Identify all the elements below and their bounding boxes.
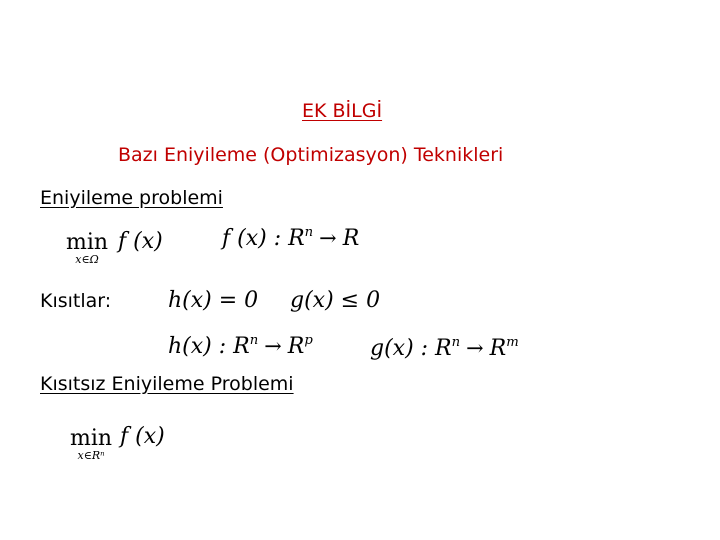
g-map-exp-n: n	[451, 334, 461, 350]
min-word: min	[66, 230, 109, 255]
g-inequality: g(x) ≤ 0	[290, 288, 381, 313]
f-mapping	[222, 226, 359, 251]
arrow-icon: →	[319, 226, 337, 250]
min-word: min	[70, 426, 113, 451]
min-subscript-omega: x∈Ω	[75, 253, 99, 266]
slide-title: EK BİLGİ	[302, 100, 383, 122]
equality-constraint	[168, 288, 258, 313]
objective-expression: f (x)	[118, 229, 163, 254]
slide-subtitle: Bazı Eniyileme (Optimizasyon) Teknikleri	[118, 144, 504, 166]
objective-expression: f (x)	[120, 424, 165, 449]
min-operator-rn	[70, 428, 112, 462]
objective-function	[118, 229, 163, 254]
min-subscript-rn: x∈Rⁿ	[77, 449, 105, 462]
h-map-rhs: R	[287, 334, 305, 359]
g-map-exp-m: m	[506, 334, 519, 350]
f-map-lhs: f (x) : R	[222, 226, 305, 251]
g-map-rhs: R	[489, 336, 507, 361]
f-map-exp-n: n	[304, 224, 314, 240]
h-map-lhs: h(x) : R	[168, 334, 250, 359]
unconstrained-objective	[120, 424, 165, 449]
inequality-constraint	[290, 288, 380, 313]
g-mapping	[370, 336, 519, 361]
constraints-label: Kısıtlar:	[40, 290, 112, 312]
heading-unconstrained-problem: Kısıtsız Eniyileme Problemi	[40, 373, 294, 395]
f-map-rhs: R	[342, 226, 360, 251]
h-equation: h(x) = 0	[168, 288, 259, 313]
arrow-icon: →	[466, 336, 484, 360]
arrow-icon: →	[264, 334, 282, 358]
g-map-lhs: g(x) : R	[370, 336, 452, 361]
min-operator-omega	[66, 232, 108, 266]
h-mapping	[168, 334, 313, 359]
h-map-exp-p: p	[304, 332, 313, 348]
h-map-exp-n: n	[249, 332, 259, 348]
heading-optimization-problem: Eniyileme problemi	[40, 187, 223, 209]
